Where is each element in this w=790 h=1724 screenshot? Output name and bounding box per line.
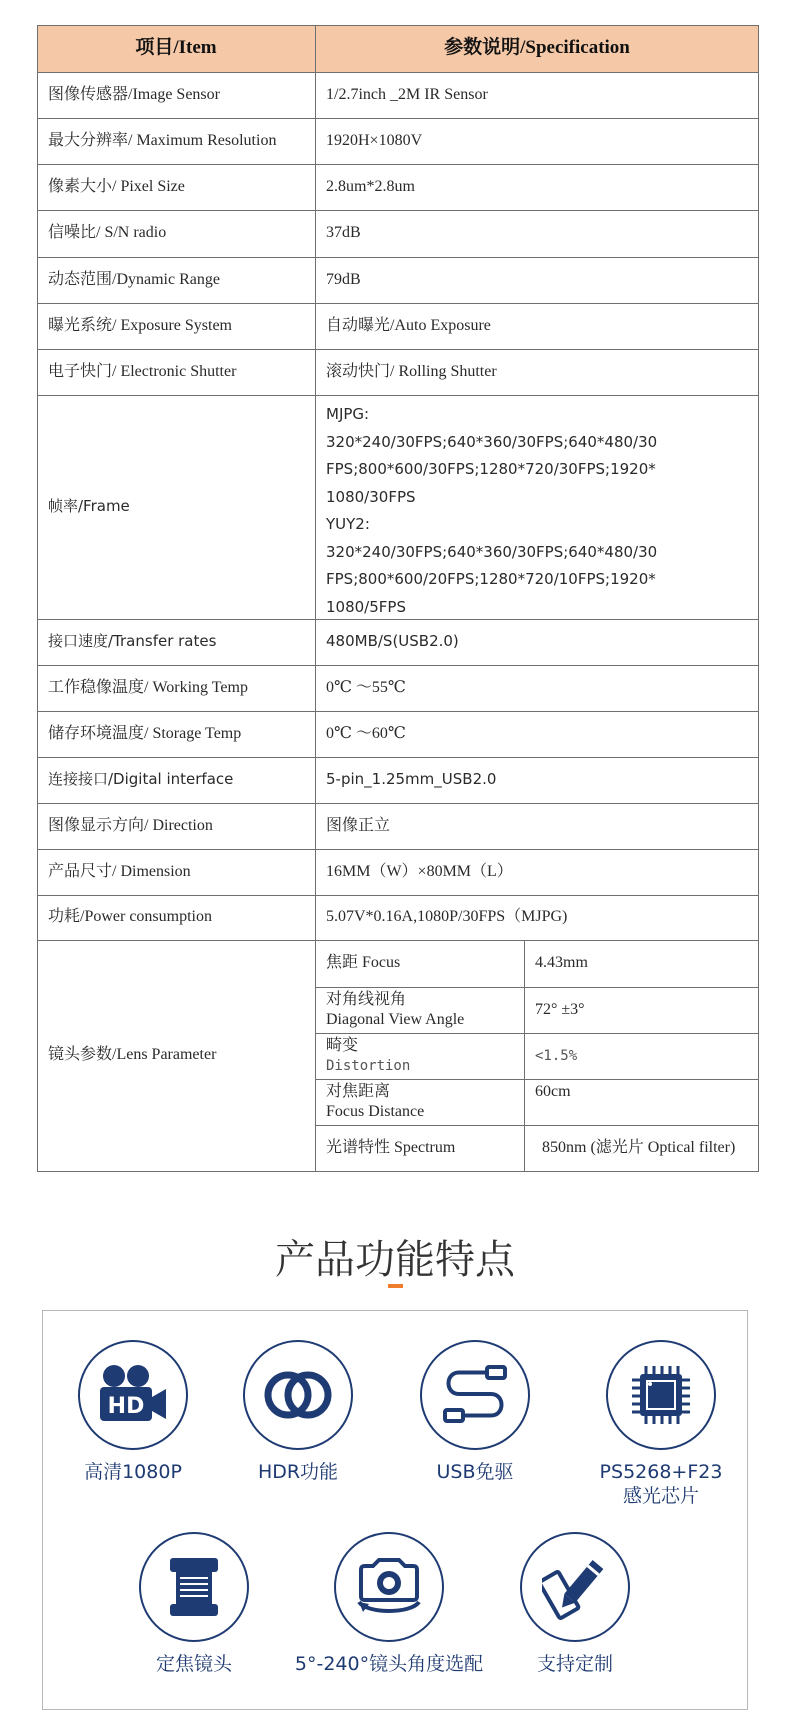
row-spec-direction: 图像正立 (326, 816, 391, 834)
row-spec-dimension: 16MM（W）×80MM（L） (326, 862, 513, 880)
features-title: 产品功能特点 (275, 1237, 515, 1283)
row-item-working-temp: 工作稳像温度/ Working Temp (48, 678, 248, 696)
row-spec-pixel-size: 2.8um*2.8um (326, 177, 415, 195)
lens-name-focus-distance-cn: 对焦距离 (326, 1083, 391, 1100)
lens-name-distortion (316, 1033, 524, 1079)
feature-customize (475, 1532, 675, 1676)
row-spec-image-sensor: 1/2.7inch _2M IR Sensor (326, 85, 488, 103)
table-header-item: 项目/Item (135, 37, 217, 59)
row-spec-dynamic-range: 79dB (326, 270, 361, 288)
svg-text:HD: HD (107, 1394, 145, 1419)
row-item-pixel-size: 像素大小/ Pixel Size (48, 177, 185, 195)
lens-name-view-angle-en: Diagonal View Angle (326, 1011, 465, 1028)
table-header-spec: 参数说明/Specification (444, 37, 630, 59)
lens-name-focus: 焦距 Focus (326, 954, 401, 972)
feature-hdr (198, 1340, 398, 1484)
row-item-sn-ratio: 信噪比/ S/N radio (48, 224, 167, 242)
row-item-lens: 镜头参数/Lens Parameter (48, 1046, 217, 1064)
row-spec-working-temp: 0℃ ～55℃ (326, 678, 406, 696)
usb-cable-icon (420, 1340, 530, 1450)
feature-usb (375, 1340, 575, 1484)
row-item-storage-temp: 储存环境温度/ Storage Temp (48, 724, 242, 742)
row-item-frame: 帧率/Frame (48, 497, 130, 516)
row-spec-digital-interface: 5-pin_1.25mm_USB2.0 (326, 770, 497, 789)
hdr-rings-icon (243, 1340, 353, 1450)
frame-line: MJPG: (326, 405, 370, 423)
feature-label: 5°-240°镜头角度选配 (294, 1653, 484, 1675)
lens-name-distortion-cn: 畸变 (326, 1037, 359, 1054)
frame-line: 1080/30FPS (326, 487, 416, 506)
frame-line: 320*240/30FPS;640*360/30FPS;640*480/30 (326, 432, 658, 451)
lens-name-focus-distance-en: Focus Distance (326, 1103, 425, 1120)
feature-angle-options (289, 1532, 489, 1676)
lens-name-focus-distance (316, 1079, 524, 1125)
row-spec-frame (316, 395, 758, 619)
row-spec-max-resolution: 1920H×1080V (326, 131, 423, 149)
pencil-customize-icon (520, 1532, 630, 1642)
row-item-shutter: 电子快门/ Electronic Shutter (48, 362, 237, 380)
frame-line: YUY2: (326, 515, 370, 533)
lens-value-spectrum: 850nm (滤光片 Optical filter) (542, 1138, 736, 1156)
row-item-max-resolution: 最大分辨率/ Maximum Resolution (48, 131, 277, 149)
feature-label: HDR功能 (257, 1461, 339, 1483)
row-spec-storage-temp: 0℃ ～60℃ (326, 724, 406, 742)
lens-name-spectrum: 光谱特性 Spectrum (326, 1138, 456, 1156)
row-item-digital-interface: 连接接口/Digital interface (48, 770, 234, 789)
hd-camera-icon (78, 1340, 188, 1450)
row-item-dynamic-range: 动态范围/Dynamic Range (48, 270, 220, 288)
row-spec-exposure: 自动曝光/Auto Exposure (326, 316, 491, 334)
frame-line: 1080/5FPS (326, 597, 406, 616)
title-accent-bar (388, 1284, 403, 1288)
feature-label: 高清1080P (84, 1461, 182, 1483)
frame-line: 320*240/30FPS;640*360/30FPS;640*480/30 (326, 542, 658, 561)
row-spec-power: 5.07V*0.16A,1080P/30FPS（MJPG) (326, 908, 568, 926)
feature-label: USB免驱 (436, 1461, 514, 1483)
row-spec-sn-ratio: 37dB (326, 224, 361, 242)
camera-rotate-icon (334, 1532, 444, 1642)
lens-value-view-angle: 72° ±3° (535, 1000, 585, 1018)
feature-label: 定焦镜头 (155, 1653, 232, 1675)
fixed-lens-icon (139, 1532, 249, 1642)
chip-icon (606, 1340, 716, 1450)
row-item-exposure: 曝光系统/ Exposure System (48, 316, 232, 334)
lens-name-distortion-en: Distortion (326, 1058, 411, 1074)
row-item-image-sensor: 图像传感器/Image Sensor (48, 85, 220, 103)
frame-line: FPS;800*600/20FPS;1280*720/10FPS;1920* (326, 570, 656, 588)
row-item-power: 功耗/Power consumption (48, 908, 212, 926)
feature-label: 支持定制 (536, 1653, 613, 1675)
row-spec-shutter: 滚动快门/ Rolling Shutter (326, 362, 497, 380)
feature-fixed-lens (94, 1532, 294, 1676)
lens-name-view-angle (316, 987, 524, 1033)
row-item-direction: 图像显示方向/ Direction (48, 816, 213, 834)
row-item-transfer-rates: 接口速度/Transfer rates (48, 632, 217, 651)
lens-value-distortion: <1.5% (535, 1047, 578, 1064)
row-item-dimension: 产品尺寸/ Dimension (48, 862, 191, 880)
row-spec-transfer-rates: 480MB/S(USB2.0) (326, 632, 459, 651)
lens-name-view-angle-cn: 对角线视角 (326, 991, 407, 1008)
feature-chip (561, 1340, 761, 1508)
lens-value-focus-distance: 60cm (535, 1082, 571, 1100)
lens-value-focus: 4.43mm (535, 954, 588, 972)
frame-line: FPS;800*600/30FPS;1280*720/30FPS;1920* (326, 460, 656, 478)
feature-label: PS5268+F23 感光芯片 (599, 1461, 723, 1507)
